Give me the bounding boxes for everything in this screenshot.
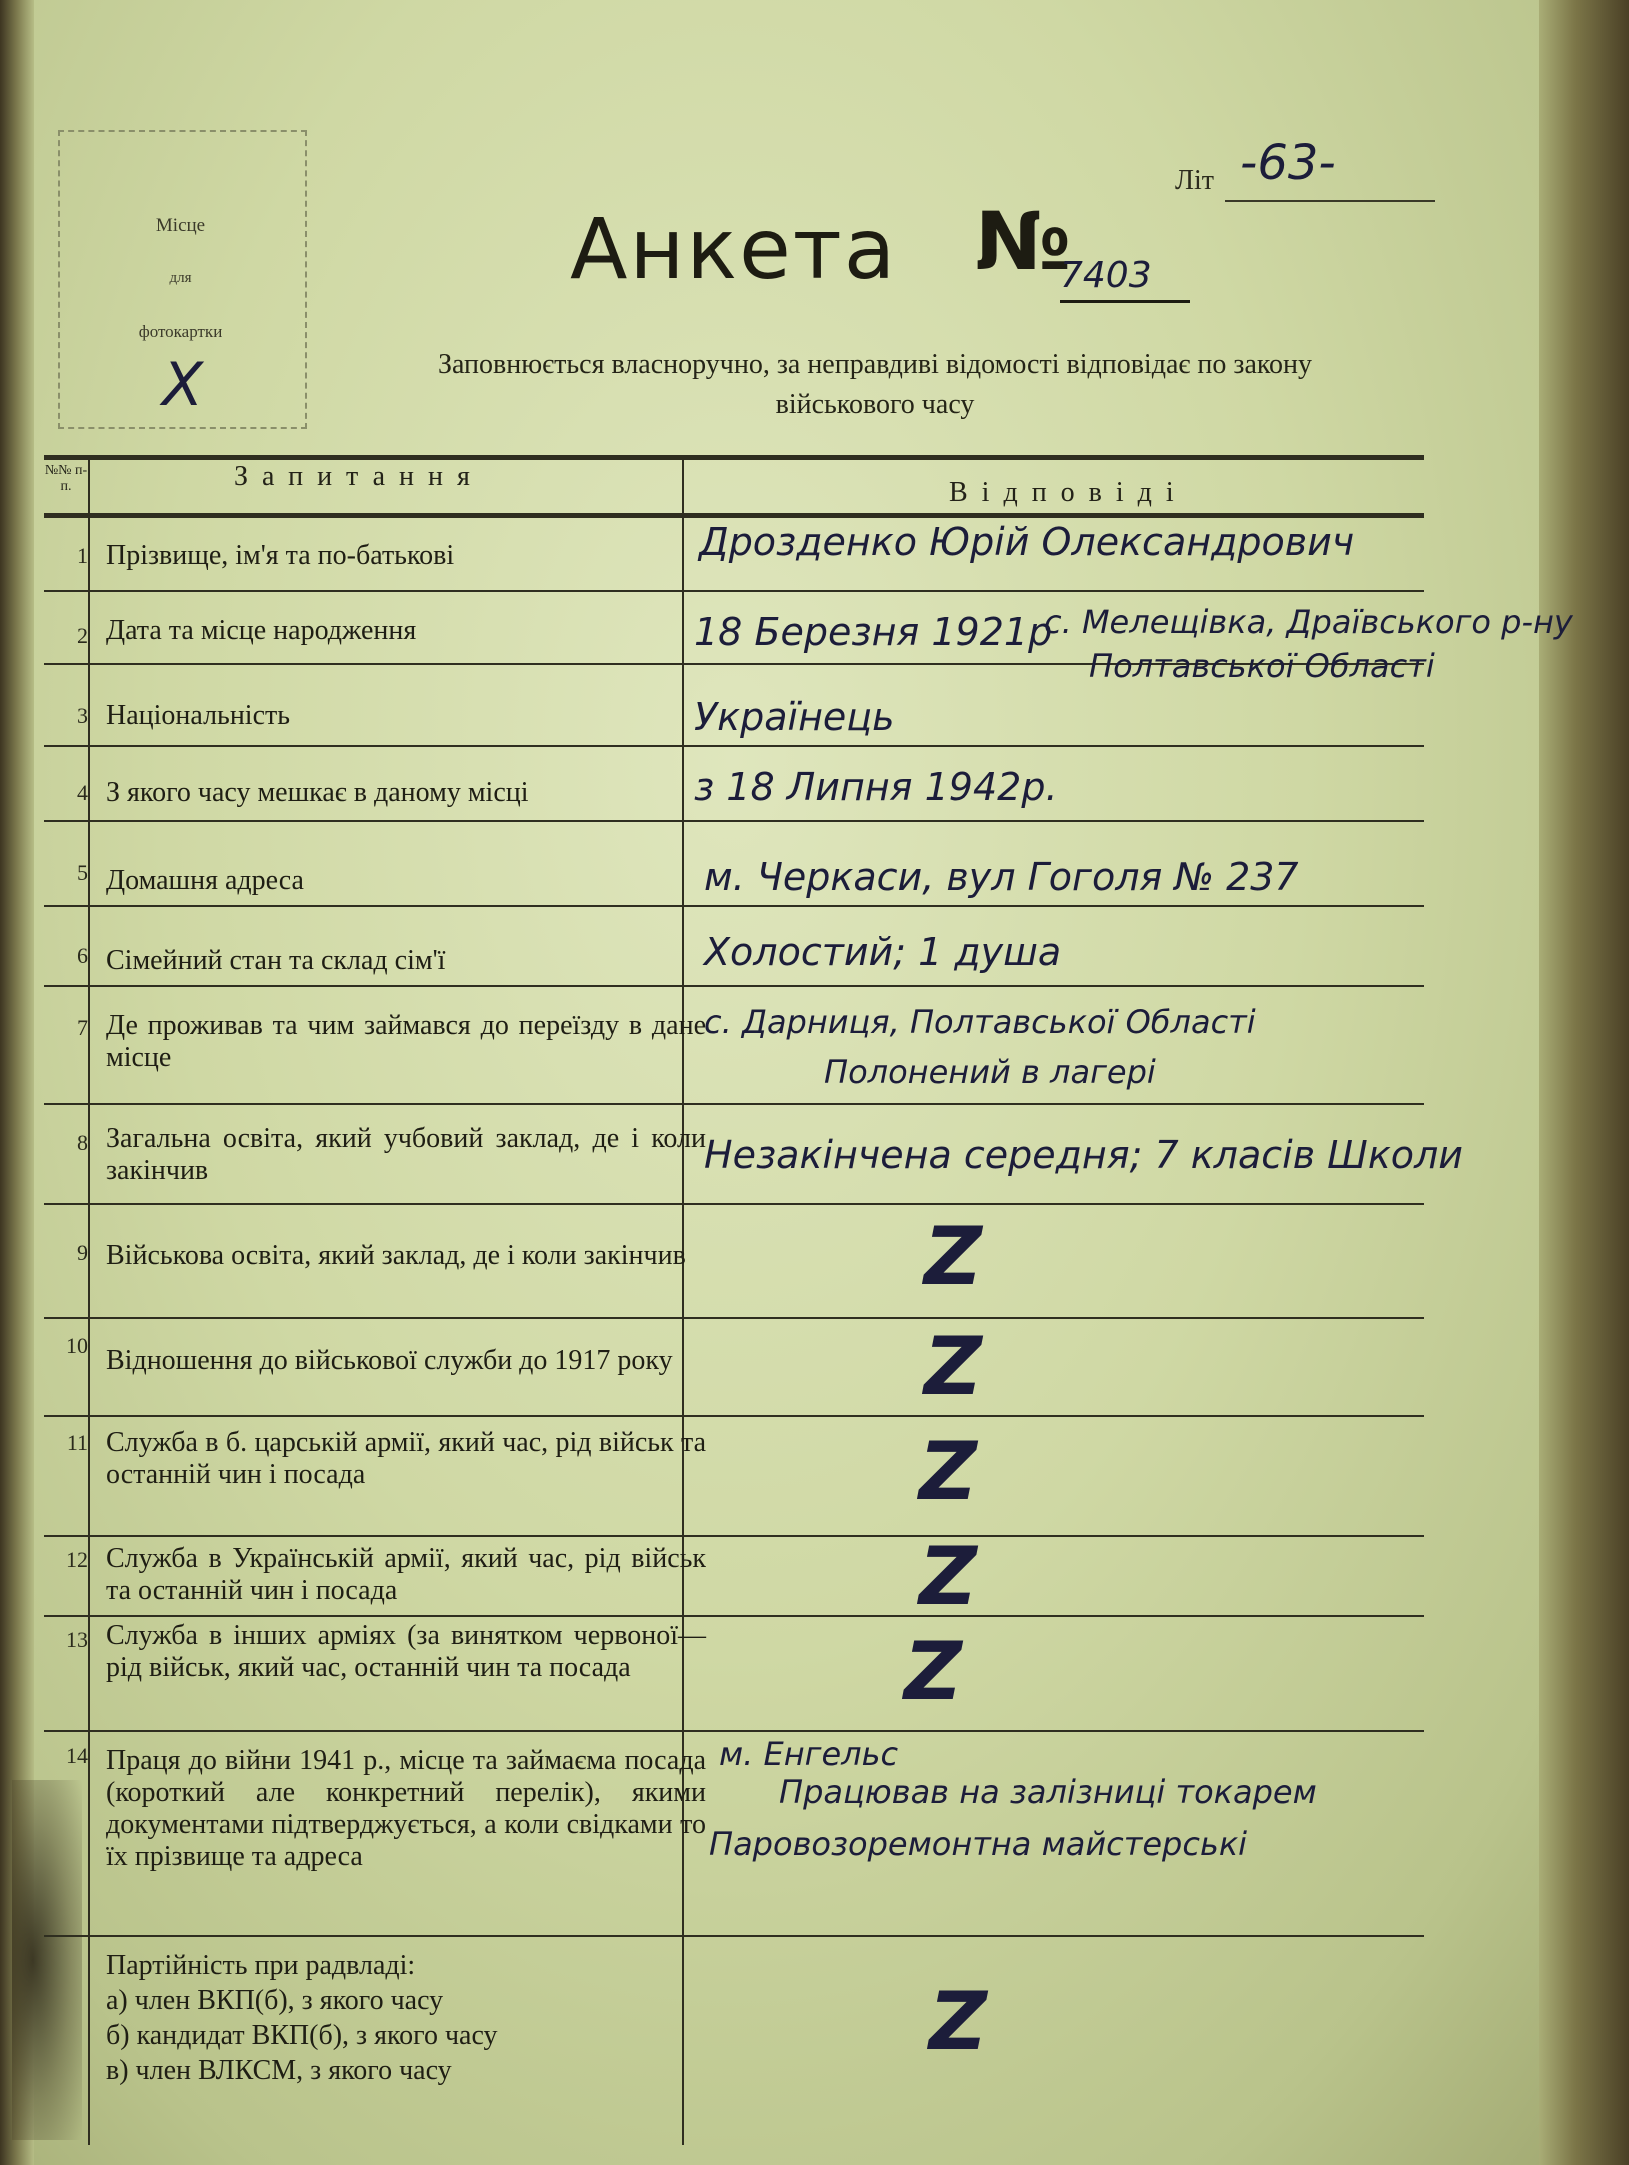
- row-rule: [44, 1535, 1424, 1537]
- question-text: Національність: [106, 700, 291, 731]
- answer-text: Холостий; 1 душа: [704, 930, 1062, 974]
- question-subitem: в) член ВЛКСМ, з якого часу: [106, 2055, 452, 2086]
- photo-label-2: для: [169, 270, 192, 286]
- answer-text: с. Дарниця, Полтавської Області: [704, 1003, 1256, 1041]
- row-number: 6: [77, 943, 88, 968]
- question-text: Служба в інших арміях (за винятком червоної—рід військ, який час, останній чин та посада: [106, 1620, 706, 1683]
- row-number: 9: [77, 1240, 88, 1265]
- page-edge: [1539, 0, 1629, 2165]
- question-text: Партійність при радвладі:: [106, 1950, 416, 1981]
- answer-dash-mark: Z: [929, 1975, 988, 2068]
- instruction-line-1: Заповнюється власноручно, за неправдиві відомості відповідає по закону: [437, 349, 1313, 380]
- question-subitem: б) кандидат ВКП(б), з якого часу: [106, 2020, 498, 2051]
- header-questions: Запитання: [234, 461, 484, 492]
- question-text: З якого часу мешкає в даному місці: [106, 777, 529, 808]
- answer-text: Полонений в лагері: [824, 1053, 1156, 1091]
- form-number-line: [1060, 300, 1190, 303]
- answer-text: Українець: [694, 695, 895, 739]
- row-number: 8: [77, 1130, 88, 1155]
- num-column-rule: [88, 455, 90, 2145]
- question-text: Відношення до військової служби до 1917 року: [106, 1345, 673, 1376]
- row-rule: [44, 590, 1424, 592]
- row-number: 1: [77, 543, 88, 568]
- table-header-rule: [44, 513, 1424, 518]
- photo-label-3: фотокартки: [138, 322, 223, 341]
- row-number: 13: [66, 1627, 88, 1652]
- row-number: 2: [77, 623, 88, 648]
- table-top-rule: [44, 455, 1424, 460]
- form-number: 7403: [1060, 255, 1152, 296]
- answer-dash-mark: Z: [924, 1210, 983, 1303]
- question-text: Де проживав та чим займався до переїзду в дане місце: [106, 1010, 706, 1073]
- sheet-line: [1225, 200, 1435, 202]
- sheet-number: -63-: [1240, 135, 1336, 191]
- row-rule: [44, 745, 1424, 747]
- answer-dash-mark: Z: [919, 1425, 978, 1518]
- photo-label-1: Місце: [155, 215, 206, 236]
- question-text: Прізвище, ім'я та по-батькові: [106, 540, 455, 571]
- question-text: Дата та місце народження: [106, 615, 417, 646]
- question-subitem: а) член ВКП(б), з якого часу: [106, 1985, 444, 2016]
- row-rule: [44, 1317, 1424, 1319]
- answer-dash-mark: Z: [904, 1625, 963, 1718]
- answer-text: Працював на залізниці токарем: [779, 1773, 1317, 1811]
- row-rule: [44, 1935, 1424, 1937]
- row-number: 4: [77, 780, 88, 805]
- row-number: 3: [77, 703, 88, 728]
- form-title: Анкета: [570, 200, 898, 298]
- number-sign: №: [975, 195, 1072, 288]
- answer-text: м. Енгельс: [719, 1735, 899, 1773]
- row-number: 10: [66, 1333, 88, 1358]
- row-rule: [44, 1203, 1424, 1205]
- answer-text: Незакінчена середня; 7 класів Школи: [704, 1133, 1463, 1177]
- answer-dash-mark: Z: [924, 1320, 983, 1413]
- answer-text: с. Мелещівка, Драївського р-ну: [1044, 603, 1573, 641]
- instruction-line-2: військового часу: [775, 389, 975, 420]
- answer-dash-mark: Z: [919, 1530, 978, 1623]
- row-rule: [44, 1730, 1424, 1732]
- question-text: Військова освіта, який заклад, де і коли закінчив: [106, 1240, 686, 1271]
- answer-text: Паровозоремонтна майстерські: [709, 1825, 1248, 1863]
- row-number: 12: [66, 1547, 88, 1572]
- question-text: Служба в б. царській армії, який час, рід військ та останній чин і посада: [106, 1427, 706, 1490]
- row-rule: [44, 985, 1424, 987]
- answer-text: Дрозденко Юрій Олександрович: [699, 520, 1355, 564]
- header-number: №№ п-п.: [44, 463, 88, 494]
- question-text: Праця до війни 1941 р., місце та займаєма посада (короткий але конкретний перелік), якими документами підтверджується, а коли свідками то їх прізвище та адреса: [106, 1745, 706, 1872]
- row-rule: [44, 1103, 1424, 1105]
- questionnaire-table: [44, 455, 1573, 2155]
- row-rule: [44, 1415, 1424, 1417]
- sheet-label: Літ: [1175, 165, 1215, 196]
- row-number: 11: [66, 1430, 88, 1455]
- row-rule: [44, 905, 1424, 907]
- question-text: Сімейний стан та склад сім'ї: [106, 945, 446, 976]
- row-number: 7: [77, 1015, 88, 1040]
- question-text: Домашня адреса: [106, 865, 304, 896]
- instruction: [335, 345, 1415, 425]
- row-rule: [44, 820, 1424, 822]
- header-answers: Відповіді: [949, 477, 1188, 508]
- photo-cross-mark: X: [161, 350, 204, 420]
- question-text: Служба в Українській армії, який час, рід військ та останній чин і посада: [106, 1543, 706, 1606]
- answer-text: Полтавської Області: [1089, 647, 1435, 685]
- question-text: Загальна освіта, який учбовий заклад, де і коли закінчив: [106, 1123, 706, 1186]
- row-rule: [44, 1615, 1424, 1617]
- answer-text: 18 Березня 1921р: [694, 610, 1053, 654]
- row-number: 5: [77, 860, 88, 885]
- answer-text: м. Черкаси, вул Гоголя № 237: [704, 855, 1299, 899]
- answer-text: з 18 Липня 1942р.: [694, 765, 1058, 809]
- row-number: 14: [66, 1743, 88, 1768]
